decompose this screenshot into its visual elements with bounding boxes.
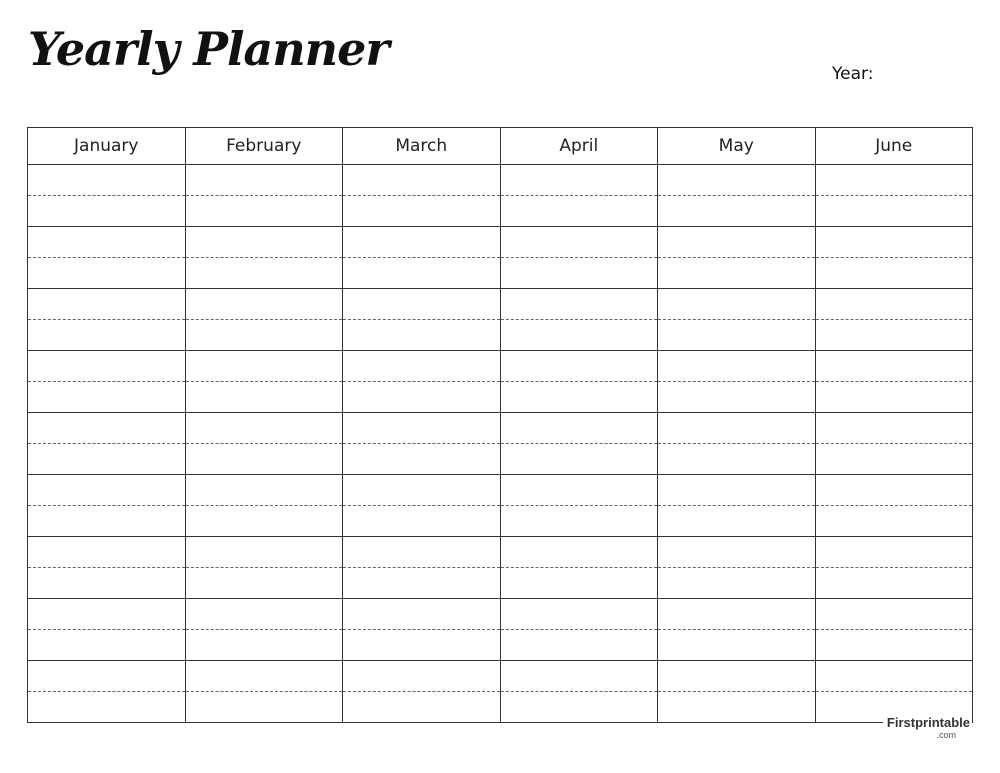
planner-cell[interactable] <box>185 661 343 692</box>
planner-cell[interactable] <box>500 382 658 413</box>
month-header-february: February <box>185 128 343 165</box>
planner-cell[interactable] <box>28 568 186 599</box>
planner-cell[interactable] <box>815 661 973 692</box>
planner-cell[interactable] <box>343 258 501 289</box>
planner-cell[interactable] <box>500 413 658 444</box>
logo-name: Firstprintable <box>883 716 972 729</box>
planner-cell[interactable] <box>28 599 186 630</box>
planner-cell[interactable] <box>343 692 501 723</box>
planner-table <box>27 127 973 723</box>
planner-cell[interactable] <box>28 506 186 537</box>
planner-row <box>28 227 973 258</box>
month-header-march: March <box>343 128 501 165</box>
planner-row <box>28 196 973 227</box>
planner-cell[interactable] <box>658 258 816 289</box>
planner-cell[interactable] <box>28 444 186 475</box>
planner-cell[interactable] <box>815 568 973 599</box>
planner-cell[interactable] <box>343 413 501 444</box>
planner-cell[interactable] <box>185 227 343 258</box>
planner-cell[interactable] <box>815 289 973 320</box>
planner-cell[interactable] <box>500 196 658 227</box>
planner-cell[interactable] <box>815 630 973 661</box>
planner-cell[interactable] <box>658 382 816 413</box>
planner-cell[interactable] <box>185 165 343 196</box>
planner-cell[interactable] <box>815 599 973 630</box>
planner-cell[interactable] <box>658 537 816 568</box>
year-label: Year: <box>832 64 874 84</box>
planner-cell[interactable] <box>343 320 501 351</box>
planner-cell[interactable] <box>28 227 186 258</box>
planner-cell[interactable] <box>658 196 816 227</box>
planner-cell[interactable] <box>28 258 186 289</box>
month-header-june: June <box>815 128 973 165</box>
planner-cell[interactable] <box>815 165 973 196</box>
planner-row <box>28 382 973 413</box>
planner-cell[interactable] <box>28 692 186 723</box>
planner-cell[interactable] <box>185 196 343 227</box>
planner-cell[interactable] <box>500 165 658 196</box>
planner-cell[interactable] <box>500 289 658 320</box>
planner-cell[interactable] <box>343 444 501 475</box>
planner-cell[interactable] <box>815 382 973 413</box>
planner-cell[interactable] <box>343 196 501 227</box>
planner-cell[interactable] <box>343 475 501 506</box>
planner-cell[interactable] <box>28 382 186 413</box>
planner-row <box>28 568 973 599</box>
planner-row <box>28 537 973 568</box>
planner-cell[interactable] <box>658 630 816 661</box>
planner-cell[interactable] <box>658 661 816 692</box>
planner-cell[interactable] <box>185 568 343 599</box>
planner-cell[interactable] <box>815 444 973 475</box>
planner-row <box>28 320 973 351</box>
planner-cell[interactable] <box>658 165 816 196</box>
planner-cell[interactable] <box>185 351 343 382</box>
planner-cell[interactable] <box>185 630 343 661</box>
planner-cell[interactable] <box>28 413 186 444</box>
planner-cell[interactable] <box>28 351 186 382</box>
planner-cell[interactable] <box>185 382 343 413</box>
planner-cell[interactable] <box>185 289 343 320</box>
planner-cell[interactable] <box>28 630 186 661</box>
planner-cell[interactable] <box>658 351 816 382</box>
planner-row <box>28 444 973 475</box>
planner-cell[interactable] <box>185 413 343 444</box>
planner-cell[interactable] <box>343 568 501 599</box>
planner-row <box>28 475 973 506</box>
planner-cell[interactable] <box>343 227 501 258</box>
planner-cell[interactable] <box>343 630 501 661</box>
month-header-january: January <box>28 128 186 165</box>
planner-row <box>28 289 973 320</box>
planner-cell[interactable] <box>500 351 658 382</box>
planner-cell[interactable] <box>500 661 658 692</box>
planner-row <box>28 692 973 723</box>
planner-cell[interactable] <box>185 537 343 568</box>
planner-cell[interactable] <box>28 661 186 692</box>
page-title: Yearly Planner <box>28 22 389 76</box>
planner-cell[interactable] <box>658 413 816 444</box>
planner-body <box>28 165 973 723</box>
planner-cell[interactable] <box>658 227 816 258</box>
planner-cell[interactable] <box>500 537 658 568</box>
planner-row <box>28 413 973 444</box>
planner-row <box>28 630 973 661</box>
planner-cell[interactable] <box>185 692 343 723</box>
planner-cell[interactable] <box>815 227 973 258</box>
month-header-april: April <box>500 128 658 165</box>
planner-cell[interactable] <box>343 165 501 196</box>
planner-cell[interactable] <box>815 413 973 444</box>
planner-cell[interactable] <box>185 475 343 506</box>
planner-cell[interactable] <box>658 568 816 599</box>
planner-cell[interactable] <box>815 196 973 227</box>
planner-cell[interactable] <box>185 320 343 351</box>
planner-cell[interactable] <box>815 351 973 382</box>
planner-cell[interactable] <box>815 537 973 568</box>
planner-cell[interactable] <box>28 165 186 196</box>
planner-cell[interactable] <box>185 444 343 475</box>
planner-cell[interactable] <box>28 537 186 568</box>
planner-cell[interactable] <box>28 475 186 506</box>
planner-row <box>28 661 973 692</box>
planner-cell[interactable] <box>658 475 816 506</box>
planner-row <box>28 165 973 196</box>
planner-cell[interactable] <box>658 692 816 723</box>
planner-cell[interactable] <box>815 258 973 289</box>
planner-cell[interactable] <box>28 320 186 351</box>
planner-cell[interactable] <box>658 599 816 630</box>
planner-cell[interactable] <box>28 289 186 320</box>
planner-cell[interactable] <box>343 537 501 568</box>
planner-cell[interactable] <box>658 320 816 351</box>
planner-cell[interactable] <box>343 599 501 630</box>
logo-tld: .com <box>936 730 956 740</box>
planner-cell[interactable] <box>343 506 501 537</box>
planner-cell[interactable] <box>500 227 658 258</box>
planner-cell[interactable] <box>658 289 816 320</box>
month-header-may: May <box>658 128 816 165</box>
planner-cell[interactable] <box>500 258 658 289</box>
planner-cell[interactable] <box>500 599 658 630</box>
planner-cell[interactable] <box>500 506 658 537</box>
planner-cell[interactable] <box>343 382 501 413</box>
header-row <box>28 128 973 165</box>
planner-row <box>28 506 973 537</box>
planner-cell[interactable] <box>343 289 501 320</box>
planner-cell[interactable] <box>343 661 501 692</box>
planner-cell[interactable] <box>500 320 658 351</box>
planner-cell[interactable] <box>500 630 658 661</box>
planner-cell[interactable] <box>500 444 658 475</box>
planner-row <box>28 599 973 630</box>
planner-cell[interactable] <box>185 599 343 630</box>
planner-cell[interactable] <box>500 568 658 599</box>
planner-cell[interactable] <box>658 506 816 537</box>
planner-row <box>28 351 973 382</box>
brand-logo <box>883 714 972 740</box>
planner-cell[interactable] <box>815 506 973 537</box>
planner-cell[interactable] <box>500 692 658 723</box>
planner-row <box>28 258 973 289</box>
planner-cell[interactable] <box>658 444 816 475</box>
planner-cell[interactable] <box>815 320 973 351</box>
planner-cell[interactable] <box>28 196 186 227</box>
planner-cell[interactable] <box>343 351 501 382</box>
planner-cell[interactable] <box>815 475 973 506</box>
planner-cell[interactable] <box>185 258 343 289</box>
planner-cell[interactable] <box>500 475 658 506</box>
planner-cell[interactable] <box>185 506 343 537</box>
